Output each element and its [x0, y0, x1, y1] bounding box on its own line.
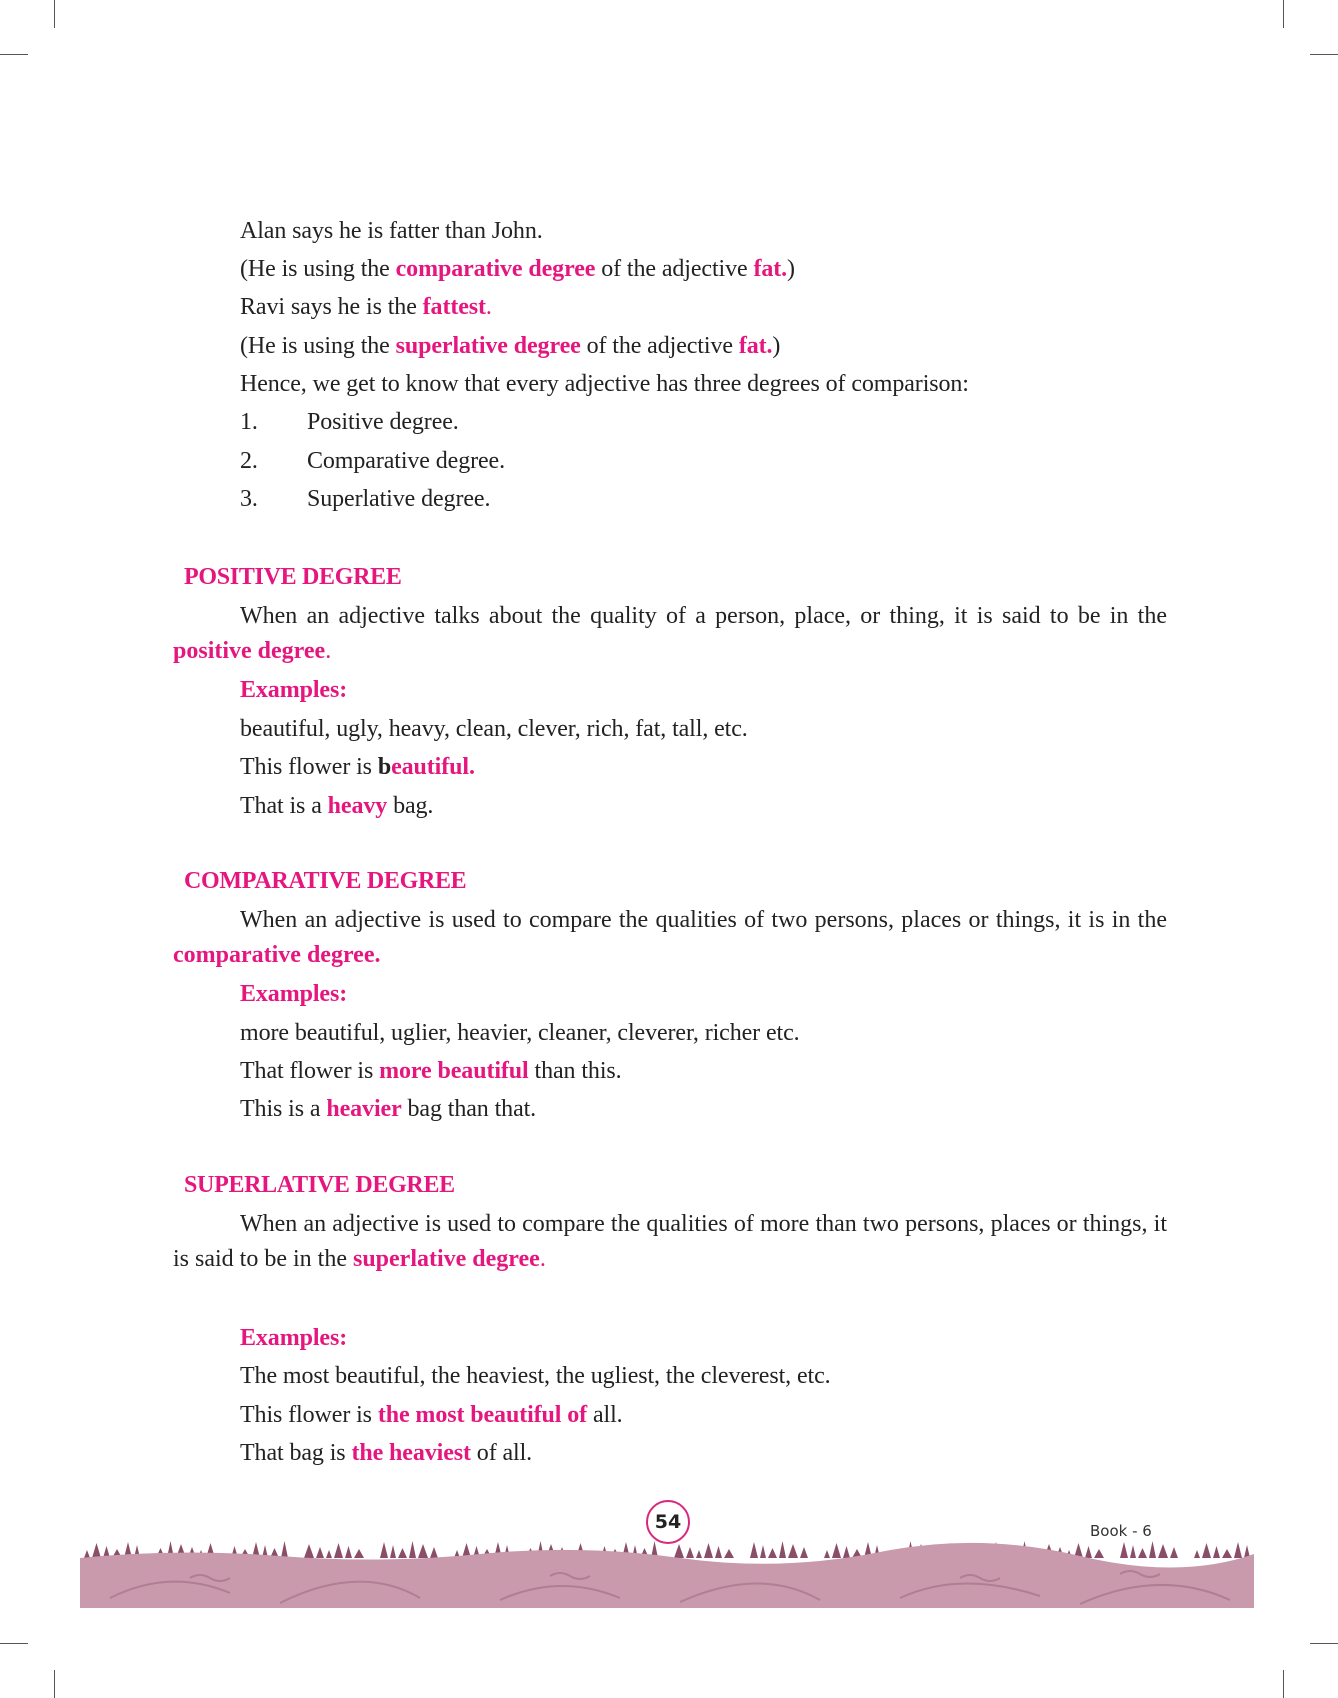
- comparative-examples-label: Examples:: [240, 981, 348, 1007]
- positive-examples-label: Examples:: [240, 677, 348, 703]
- tree-silhouette: [824, 1550, 830, 1558]
- list-item: 1. Positive degree.: [240, 409, 459, 435]
- comparative-example-3: This is a heavier bag than that.: [240, 1096, 537, 1122]
- tree-silhouette: [409, 1541, 416, 1558]
- comparative-degree-heading: COMPARATIVE DEGREE: [184, 868, 467, 894]
- tree-silhouette: [696, 1550, 702, 1558]
- tree-silhouette: [326, 1550, 332, 1558]
- tree-silhouette: [316, 1547, 324, 1558]
- intro-line-3: Ravi says he is the fattest.: [240, 294, 492, 320]
- tree-silhouette: [768, 1548, 777, 1558]
- tree-silhouette: [750, 1542, 758, 1558]
- list-item: 2. Comparative degree.: [240, 448, 506, 474]
- book-label: Book - 6: [1090, 1522, 1152, 1540]
- intro-line-4: (He is using the superlative degree of the adjective fat.): [240, 333, 781, 359]
- superlative-example-3: That bag is the heaviest of all.: [240, 1440, 533, 1466]
- tree-silhouette: [345, 1546, 352, 1558]
- tree-silhouette: [1138, 1548, 1147, 1558]
- tree-silhouette: [760, 1545, 766, 1558]
- positive-degree-heading: POSITIVE DEGREE: [184, 564, 402, 590]
- tree-silhouette: [84, 1550, 90, 1558]
- comparative-degree-description: When an adjective is used to compare the qualities of two persons, places or things, it is in the comparative degree.: [173, 907, 1167, 968]
- tree-silhouette: [1094, 1549, 1104, 1558]
- tree-silhouette: [304, 1544, 314, 1558]
- tree-silhouette: [788, 1544, 798, 1558]
- page-number: 54: [646, 1500, 690, 1544]
- tree-silhouette: [334, 1543, 343, 1558]
- superlative-degree-heading: SUPERLATIVE DEGREE: [184, 1172, 455, 1198]
- tree-silhouette: [1158, 1544, 1168, 1558]
- tree-silhouette: [843, 1546, 850, 1558]
- tree-silhouette: [380, 1542, 388, 1558]
- tree-silhouette: [724, 1549, 734, 1558]
- intro-line-2: (He is using the comparative degree of the adjective fat.): [240, 256, 795, 282]
- tree-silhouette: [1194, 1550, 1200, 1558]
- superlative-examples-label: Examples:: [240, 1325, 348, 1351]
- tree-silhouette: [418, 1544, 428, 1558]
- tree-silhouette: [832, 1543, 841, 1558]
- tree-silhouette: [704, 1543, 713, 1558]
- positive-example-1: beautiful, ugly, heavy, clean, clever, rich, fat, tall, etc.: [240, 716, 748, 742]
- tree-silhouette: [686, 1547, 694, 1558]
- tree-silhouette: [715, 1546, 722, 1558]
- superlative-example-2: This flower is the most beautiful of all.: [240, 1402, 623, 1428]
- tree-silhouette: [1149, 1541, 1156, 1558]
- tree-silhouette: [1130, 1545, 1136, 1558]
- positive-degree-description: When an adjective talks about the quality of a person, place, or thing, it is said to be in the positive degree.: [173, 603, 1167, 664]
- tree-silhouette: [1222, 1549, 1232, 1558]
- superlative-degree-description: When an adjective is used to compare the qualities of more than two persons, places or things, it is said to be in the superlative degree.: [173, 1211, 1167, 1272]
- positive-example-3: That is a heavy bag.: [240, 793, 434, 819]
- tree-silhouette: [1234, 1542, 1242, 1558]
- comparative-example-2: That flower is more beautiful than this.: [240, 1058, 622, 1084]
- tree-silhouette: [354, 1549, 364, 1558]
- positive-example-2: This flower is beautiful.: [240, 754, 475, 780]
- tree-silhouette: [281, 1541, 288, 1558]
- tree-silhouette: [779, 1541, 786, 1558]
- intro-line-1: Alan says he is fatter than John.: [240, 218, 543, 244]
- tree-silhouette: [1213, 1546, 1220, 1558]
- tree-silhouette: [1170, 1547, 1178, 1558]
- tree-silhouette: [430, 1547, 438, 1558]
- tree-silhouette: [390, 1545, 396, 1558]
- comparative-example-1: more beautiful, uglier, heavier, cleaner, cleverer, richer etc.: [240, 1020, 800, 1046]
- superlative-example-1: The most beautiful, the heaviest, the ugliest, the cleverest, etc.: [240, 1363, 831, 1389]
- list-item: 3. Superlative degree.: [240, 486, 491, 512]
- tree-silhouette: [1085, 1546, 1092, 1558]
- tree-silhouette: [1120, 1542, 1128, 1558]
- tree-silhouette: [800, 1547, 808, 1558]
- tree-silhouette: [398, 1548, 407, 1558]
- tree-silhouette: [674, 1544, 684, 1558]
- tree-silhouette: [92, 1543, 101, 1558]
- intro-line-5: Hence, we get to know that every adjective has three degrees of comparison:: [240, 371, 969, 397]
- tree-silhouette: [1202, 1543, 1211, 1558]
